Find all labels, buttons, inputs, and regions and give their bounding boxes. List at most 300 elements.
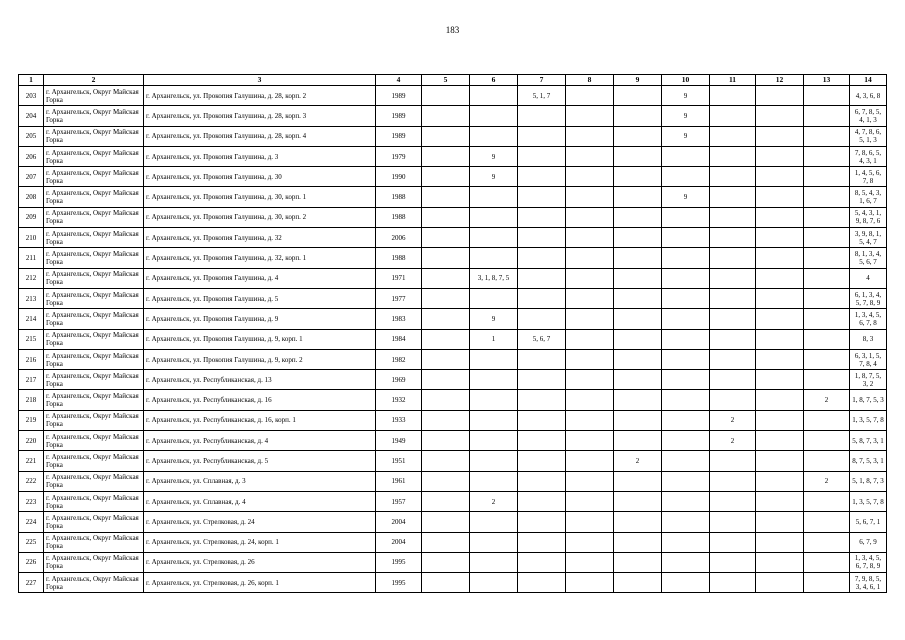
value-cell: [662, 228, 710, 248]
value-cell: [518, 248, 566, 268]
value-cell: [422, 187, 470, 207]
value-cell: [756, 167, 804, 187]
value-cell: [614, 410, 662, 430]
value-cell: [518, 207, 566, 227]
value-cell: 9: [470, 167, 518, 187]
value-cell: [710, 451, 756, 471]
value-cell: [614, 532, 662, 552]
address-cell: г. Архангельск, ул. Прокопия Галушина, д. 9: [144, 309, 376, 329]
year-cell: 1989: [376, 126, 422, 146]
value-cell: 8, 1, 3, 4, 5, 6, 7: [850, 248, 887, 268]
value-cell: [662, 146, 710, 166]
column-header: 13: [804, 75, 850, 86]
row-number-cell: 223: [19, 491, 44, 511]
value-cell: 9: [662, 187, 710, 207]
district-cell: г. Архангельск, Округ Майская Горка: [44, 329, 144, 349]
year-cell: 1983: [376, 309, 422, 329]
value-cell: [710, 573, 756, 593]
value-cell: [518, 471, 566, 491]
district-cell: г. Архангельск, Округ Майская Горка: [44, 471, 144, 491]
value-cell: [614, 288, 662, 308]
table-row: [19, 532, 887, 552]
value-cell: 2: [710, 410, 756, 430]
value-cell: 3, 1, 8, 7, 5: [470, 268, 518, 288]
year-cell: 1988: [376, 207, 422, 227]
address-cell: г. Архангельск, ул. Прокопия Галушина, д. 28, корп. 3: [144, 106, 376, 126]
value-cell: [470, 106, 518, 126]
value-cell: [710, 228, 756, 248]
value-cell: [470, 573, 518, 593]
value-cell: [566, 573, 614, 593]
district-cell: г. Архангельск, Округ Майская Горка: [44, 228, 144, 248]
value-cell: [470, 187, 518, 207]
value-cell: [614, 349, 662, 369]
district-cell: г. Архангельск, Округ Майская Горка: [44, 532, 144, 552]
year-cell: 1979: [376, 146, 422, 166]
table-row: [19, 390, 887, 410]
value-cell: [662, 248, 710, 268]
value-cell: [566, 410, 614, 430]
value-cell: [566, 390, 614, 410]
value-cell: [710, 126, 756, 146]
value-cell: [614, 86, 662, 106]
address-cell: г. Архангельск, ул. Республиканская, д. 13: [144, 370, 376, 390]
address-cell: г. Архангельск, ул. Прокопия Галушина, д. 28, корп. 2: [144, 86, 376, 106]
value-cell: [662, 370, 710, 390]
district-cell: г. Архангельск, Округ Майская Горка: [44, 370, 144, 390]
value-cell: [614, 512, 662, 532]
value-cell: 1, 3, 4, 5, 6, 7, 8, 9: [850, 552, 887, 572]
row-number-cell: 218: [19, 390, 44, 410]
row-number-cell: 203: [19, 86, 44, 106]
address-cell: г. Архангельск, ул. Прокопия Галушина, д. 9, корп. 1: [144, 329, 376, 349]
value-cell: [662, 491, 710, 511]
value-cell: [756, 370, 804, 390]
column-header: 10: [662, 75, 710, 86]
value-cell: [804, 146, 850, 166]
column-header: 4: [376, 75, 422, 86]
value-cell: [422, 451, 470, 471]
address-cell: г. Архангельск, ул. Сплавная, д. 4: [144, 491, 376, 511]
address-cell: г. Архангельск, ул. Прокопия Галушина, д. 30, корп. 1: [144, 187, 376, 207]
row-number-cell: 205: [19, 126, 44, 146]
table-row: [19, 349, 887, 369]
value-cell: [804, 187, 850, 207]
year-cell: 1995: [376, 573, 422, 593]
value-cell: [470, 410, 518, 430]
value-cell: [804, 349, 850, 369]
value-cell: [518, 228, 566, 248]
value-cell: [756, 431, 804, 451]
value-cell: [518, 431, 566, 451]
column-header: 8: [566, 75, 614, 86]
district-cell: г. Архангельск, Округ Майская Горка: [44, 552, 144, 572]
year-cell: 1984: [376, 329, 422, 349]
row-number-cell: 224: [19, 512, 44, 532]
value-cell: [422, 431, 470, 451]
value-cell: [518, 187, 566, 207]
value-cell: 1, 3, 4, 5, 6, 7, 8: [850, 309, 887, 329]
row-number-cell: 214: [19, 309, 44, 329]
table-row: [19, 329, 887, 349]
value-cell: [710, 512, 756, 532]
value-cell: [804, 167, 850, 187]
value-cell: [614, 268, 662, 288]
district-cell: г. Архангельск, Округ Майская Горка: [44, 390, 144, 410]
table-row: [19, 187, 887, 207]
row-number-cell: 226: [19, 552, 44, 572]
address-cell: г. Архангельск, ул. Республиканская, д. 4: [144, 431, 376, 451]
district-cell: г. Архангельск, Округ Майская Горка: [44, 268, 144, 288]
value-cell: [566, 532, 614, 552]
value-cell: [470, 390, 518, 410]
value-cell: [422, 309, 470, 329]
value-cell: 1: [470, 329, 518, 349]
address-cell: г. Архангельск, ул. Прокопия Галушина, д. 9, корп. 2: [144, 349, 376, 369]
value-cell: [470, 370, 518, 390]
value-cell: [470, 126, 518, 146]
year-cell: 1977: [376, 288, 422, 308]
value-cell: [422, 329, 470, 349]
table-row: [19, 512, 887, 532]
value-cell: [518, 512, 566, 532]
value-cell: [422, 471, 470, 491]
district-cell: г. Архангельск, Округ Майская Горка: [44, 349, 144, 369]
row-number-cell: 210: [19, 228, 44, 248]
column-header: 7: [518, 75, 566, 86]
value-cell: 5, 8, 7, 3, 1: [850, 431, 887, 451]
housing-table: [18, 74, 887, 593]
value-cell: [756, 268, 804, 288]
value-cell: [566, 370, 614, 390]
year-cell: 1951: [376, 451, 422, 471]
value-cell: [566, 167, 614, 187]
value-cell: [756, 390, 804, 410]
value-cell: [422, 370, 470, 390]
value-cell: [710, 390, 756, 410]
value-cell: [756, 207, 804, 227]
value-cell: [470, 288, 518, 308]
value-cell: [804, 86, 850, 106]
value-cell: 4, 3, 6, 8: [850, 86, 887, 106]
table-row: [19, 248, 887, 268]
year-cell: 1988: [376, 187, 422, 207]
value-cell: [804, 410, 850, 430]
value-cell: [756, 309, 804, 329]
value-cell: [566, 491, 614, 511]
value-cell: [422, 86, 470, 106]
value-cell: [804, 512, 850, 532]
address-cell: г. Архангельск, ул. Прокопия Галушина, д. 5: [144, 288, 376, 308]
value-cell: [662, 552, 710, 572]
row-number-cell: 209: [19, 207, 44, 227]
value-cell: [422, 491, 470, 511]
row-number-cell: 215: [19, 329, 44, 349]
address-cell: г. Архангельск, ул. Республиканская, д. 5: [144, 451, 376, 471]
year-cell: 1961: [376, 471, 422, 491]
value-cell: [470, 431, 518, 451]
address-cell: г. Архангельск, ул. Республиканская, д. 16, корп. 1: [144, 410, 376, 430]
value-cell: [566, 268, 614, 288]
value-cell: [518, 451, 566, 471]
value-cell: 4: [850, 268, 887, 288]
value-cell: [614, 552, 662, 572]
value-cell: 1, 8, 7, 5, 3: [850, 390, 887, 410]
table-row: [19, 126, 887, 146]
value-cell: [518, 167, 566, 187]
value-cell: 8, 5, 4, 3, 1, 6, 7: [850, 187, 887, 207]
value-cell: [518, 268, 566, 288]
value-cell: [662, 471, 710, 491]
table-row: [19, 451, 887, 471]
value-cell: [710, 349, 756, 369]
value-cell: [804, 106, 850, 126]
value-cell: [710, 329, 756, 349]
value-cell: [710, 268, 756, 288]
value-cell: 9: [662, 106, 710, 126]
address-cell: г. Архангельск, ул. Прокопия Галушина, д. 28, корп. 4: [144, 126, 376, 146]
district-cell: г. Архангельск, Округ Майская Горка: [44, 86, 144, 106]
value-cell: [614, 309, 662, 329]
value-cell: [470, 471, 518, 491]
value-cell: [804, 491, 850, 511]
value-cell: 2: [470, 491, 518, 511]
value-cell: [662, 512, 710, 532]
value-cell: [518, 288, 566, 308]
value-cell: [804, 248, 850, 268]
value-cell: [804, 228, 850, 248]
value-cell: [756, 126, 804, 146]
row-number-cell: 225: [19, 532, 44, 552]
row-number-cell: 204: [19, 106, 44, 126]
value-cell: [470, 248, 518, 268]
value-cell: [518, 532, 566, 552]
table-row: [19, 309, 887, 329]
value-cell: 2: [614, 451, 662, 471]
row-number-cell: 206: [19, 146, 44, 166]
value-cell: [470, 552, 518, 572]
header-row: [19, 75, 887, 86]
table-row: [19, 106, 887, 126]
value-cell: [614, 491, 662, 511]
value-cell: [662, 431, 710, 451]
table-row: [19, 288, 887, 308]
value-cell: 6, 7, 8, 5, 4, 1, 3: [850, 106, 887, 126]
value-cell: 5, 6, 7: [518, 329, 566, 349]
value-cell: [422, 248, 470, 268]
value-cell: [614, 390, 662, 410]
table-row: [19, 491, 887, 511]
value-cell: [566, 471, 614, 491]
value-cell: [566, 187, 614, 207]
row-number-cell: 208: [19, 187, 44, 207]
value-cell: [756, 329, 804, 349]
year-cell: 2004: [376, 532, 422, 552]
value-cell: [710, 187, 756, 207]
value-cell: [566, 329, 614, 349]
value-cell: [422, 228, 470, 248]
year-cell: 1988: [376, 248, 422, 268]
value-cell: [662, 329, 710, 349]
page-number: 183: [445, 25, 460, 35]
value-cell: [422, 268, 470, 288]
value-cell: [614, 207, 662, 227]
district-cell: г. Архангельск, Округ Майская Горка: [44, 126, 144, 146]
year-cell: 2004: [376, 512, 422, 532]
value-cell: [662, 451, 710, 471]
value-cell: [662, 167, 710, 187]
value-cell: [804, 309, 850, 329]
value-cell: [566, 86, 614, 106]
table-row: [19, 268, 887, 288]
address-cell: г. Архангельск, ул. Прокопия Галушина, д. 30, корп. 2: [144, 207, 376, 227]
year-cell: 2006: [376, 228, 422, 248]
year-cell: 1957: [376, 491, 422, 511]
value-cell: [566, 126, 614, 146]
row-number-cell: 227: [19, 573, 44, 593]
table-row: [19, 86, 887, 106]
value-cell: [614, 167, 662, 187]
value-cell: 5, 1, 8, 7, 3: [850, 471, 887, 491]
row-number-cell: 217: [19, 370, 44, 390]
value-cell: [710, 552, 756, 572]
value-cell: 8, 7, 5, 3, 1: [850, 451, 887, 471]
year-cell: 1989: [376, 86, 422, 106]
value-cell: [422, 126, 470, 146]
value-cell: [756, 491, 804, 511]
value-cell: [470, 532, 518, 552]
value-cell: [566, 552, 614, 572]
value-cell: [470, 207, 518, 227]
value-cell: [614, 146, 662, 166]
value-cell: [756, 573, 804, 593]
value-cell: [710, 532, 756, 552]
year-cell: 1969: [376, 370, 422, 390]
value-cell: [566, 207, 614, 227]
value-cell: [710, 106, 756, 126]
row-number-cell: 211: [19, 248, 44, 268]
value-cell: [710, 309, 756, 329]
value-cell: 5, 4, 3, 1, 9, 8, 7, 6: [850, 207, 887, 227]
district-cell: г. Архангельск, Округ Майская Горка: [44, 167, 144, 187]
value-cell: [804, 126, 850, 146]
value-cell: [804, 268, 850, 288]
value-cell: [422, 532, 470, 552]
value-cell: [756, 349, 804, 369]
value-cell: 5, 6, 7, 1: [850, 512, 887, 532]
value-cell: 2: [804, 390, 850, 410]
value-cell: 3, 9, 8, 1, 5, 4, 7: [850, 228, 887, 248]
value-cell: [710, 207, 756, 227]
value-cell: [756, 248, 804, 268]
value-cell: 7, 9, 8, 5, 3, 4, 6, 1: [850, 573, 887, 593]
value-cell: [422, 207, 470, 227]
value-cell: [756, 86, 804, 106]
value-cell: [422, 349, 470, 369]
value-cell: [614, 370, 662, 390]
row-number-cell: 212: [19, 268, 44, 288]
value-cell: [566, 288, 614, 308]
value-cell: [662, 309, 710, 329]
column-header: 11: [710, 75, 756, 86]
table-row: [19, 552, 887, 572]
value-cell: [756, 106, 804, 126]
district-cell: г. Архангельск, Округ Майская Горка: [44, 573, 144, 593]
address-cell: г. Архангельск, ул. Прокопия Галушина, д. 3: [144, 146, 376, 166]
value-cell: [518, 491, 566, 511]
value-cell: [518, 349, 566, 369]
value-cell: [756, 187, 804, 207]
district-cell: г. Архангельск, Округ Майская Горка: [44, 451, 144, 471]
row-number-cell: 220: [19, 431, 44, 451]
value-cell: [518, 146, 566, 166]
value-cell: 1, 3, 5, 7, 8: [850, 491, 887, 511]
year-cell: 1932: [376, 390, 422, 410]
value-cell: 6, 1, 3, 4, 5, 7, 8, 9: [850, 288, 887, 308]
value-cell: [662, 288, 710, 308]
table-row: [19, 410, 887, 430]
district-cell: г. Архангельск, Округ Майская Горка: [44, 146, 144, 166]
year-cell: 1995: [376, 552, 422, 572]
value-cell: [614, 187, 662, 207]
year-cell: 1990: [376, 167, 422, 187]
value-cell: [710, 248, 756, 268]
value-cell: [614, 431, 662, 451]
value-cell: 5, 1, 7: [518, 86, 566, 106]
value-cell: [662, 390, 710, 410]
address-cell: г. Архангельск, ул. Республиканская, д. 16: [144, 390, 376, 410]
column-header: 9: [614, 75, 662, 86]
value-cell: [566, 248, 614, 268]
value-cell: 1, 3, 5, 7, 8: [850, 410, 887, 430]
district-cell: г. Архангельск, Округ Майская Горка: [44, 410, 144, 430]
value-cell: [804, 532, 850, 552]
value-cell: 4, 7, 8, 6, 5, 1, 3: [850, 126, 887, 146]
value-cell: [804, 288, 850, 308]
value-cell: [804, 207, 850, 227]
value-cell: [470, 86, 518, 106]
row-number-cell: 219: [19, 410, 44, 430]
value-cell: [614, 329, 662, 349]
value-cell: [518, 410, 566, 430]
district-cell: г. Архангельск, Округ Майская Горка: [44, 512, 144, 532]
value-cell: [470, 512, 518, 532]
value-cell: [614, 248, 662, 268]
year-cell: 1989: [376, 106, 422, 126]
value-cell: 9: [662, 126, 710, 146]
value-cell: [566, 228, 614, 248]
row-number-cell: 221: [19, 451, 44, 471]
address-cell: г. Архангельск, ул. Стрелковая, д. 26: [144, 552, 376, 572]
value-cell: [710, 491, 756, 511]
value-cell: [756, 228, 804, 248]
value-cell: [566, 512, 614, 532]
value-cell: [756, 552, 804, 572]
value-cell: [804, 431, 850, 451]
value-cell: 8, 3: [850, 329, 887, 349]
value-cell: [710, 288, 756, 308]
year-cell: 1933: [376, 410, 422, 430]
value-cell: [422, 146, 470, 166]
value-cell: [662, 349, 710, 369]
address-cell: г. Архангельск, ул. Прокопия Галушина, д. 30: [144, 167, 376, 187]
district-cell: г. Архангельск, Округ Майская Горка: [44, 106, 144, 126]
value-cell: [614, 573, 662, 593]
value-cell: 1, 8, 7, 5, 3, 2: [850, 370, 887, 390]
address-cell: г. Архангельск, ул. Стрелковая, д. 24: [144, 512, 376, 532]
row-number-cell: 207: [19, 167, 44, 187]
column-header: 12: [756, 75, 804, 86]
